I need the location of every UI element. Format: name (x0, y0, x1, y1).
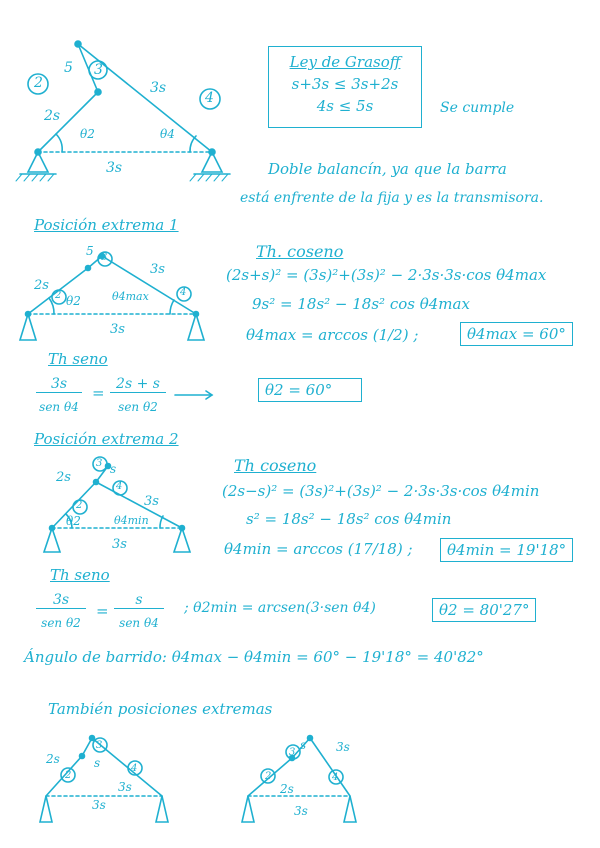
pos1-label-3s: 3s (150, 262, 165, 277)
top-label-2s: 2s (44, 108, 61, 124)
pos1-eq1: (2s+s)² = (3s)²+(3s)² − 2·3s·3s·cos θ4max (226, 266, 547, 284)
br-label-3s: 3s (336, 740, 350, 754)
bl-label-2s: 2s (46, 752, 60, 766)
pos1-result-theta4max: θ4max = 60° (460, 322, 573, 346)
grashof-line2: 4s ≤ 5s (316, 97, 374, 115)
pos1-label-theta2: θ2 (66, 294, 81, 308)
pos2-sin-equals: = (96, 602, 109, 620)
pos2-label-link2: 2 (76, 500, 83, 511)
pos1-sin-num-left: 3s (36, 376, 82, 393)
bl-label-link4: 4 (131, 763, 138, 774)
pos1-result-theta2: θ2 = 60° (258, 378, 362, 402)
br-label-link2: 2 (265, 771, 272, 782)
pos2-label-theta4min: θ4min (114, 514, 149, 527)
br-label-link3: 3 (289, 747, 296, 758)
top-label-theta2: θ2 (80, 127, 95, 141)
conclusion-line1: Doble balancín, ya que la barra (268, 160, 507, 178)
pos2-sin-den-right: sen θ4 (119, 616, 159, 630)
pos1-eq2: 9s² = 18s² − 18s² cos θ4max (252, 295, 470, 313)
pos1-sin-den-right: sen θ2 (118, 400, 158, 414)
pos2-sin-num-right: s (114, 592, 164, 609)
pos2-eq-sin: ; θ2min = arcsen(3·sen θ4) (184, 600, 376, 616)
sweep-angle: Ángulo de barrido: θ4max − θ4min = 60° − 19'18° = 40'82° (24, 648, 484, 666)
pos2-label-3s: 3s (144, 494, 159, 509)
grashof-title: Ley de Grasoff (289, 53, 401, 71)
pos1-cos-title: Th. coseno (256, 242, 344, 261)
top-label-link4: 4 (205, 90, 214, 106)
pos1-sin-den-left: sen θ4 (39, 400, 79, 414)
pos1-label-5: 5 (86, 244, 94, 258)
grashof-line1: s+3s ≤ 3s+2s (291, 75, 399, 93)
grashof-box (268, 46, 422, 128)
pos2-eq3: θ4min = arccos (17/18) ; (224, 540, 413, 558)
bl-label-link3: 3 (96, 740, 103, 751)
pos1-title: Posición extrema 1 (34, 216, 179, 234)
bl-label-3s: 3s (118, 780, 132, 794)
pos1-sin-equals: = (92, 384, 105, 402)
grashof-result: Se cumple (440, 100, 515, 116)
pos2-label-ground-3s: 3s (112, 537, 127, 552)
bl-label-ground-3s: 3s (92, 798, 106, 812)
pos2-cos-title: Th coseno (234, 456, 317, 475)
also-extreme-positions: También posiciones extremas (48, 700, 273, 718)
top-label-theta4: θ4 (160, 127, 175, 141)
pos2-label-link4: 4 (116, 481, 123, 492)
pos2-eq2: s² = 18s² − 18s² cos θ4min (246, 510, 452, 528)
pos1-sin-num-right: 2s + s (110, 376, 166, 393)
pos2-label-theta2: θ2 (66, 514, 81, 528)
top-label-ground-3s: 3s (106, 160, 123, 176)
pos2-sin-den-left: sen θ2 (41, 616, 81, 630)
pos2-sin-num-left: 3s (36, 592, 86, 609)
br-label-link4: 4 (332, 772, 339, 783)
pos2-label-2s: 2s (56, 470, 71, 485)
br-label-s: s (300, 738, 307, 752)
pos1-label-link2: 2 (55, 290, 62, 301)
top-label-link3: 3 (94, 62, 103, 78)
pos2-label-link3: 3 (96, 458, 103, 469)
pos1-eq3: θ4max = arccos (1/2) ; (246, 326, 419, 344)
br-label-ground-3s: 3s (294, 804, 308, 818)
pos1-label-link3: 3 (101, 252, 108, 263)
pos2-sin-title: Th seno (50, 566, 110, 584)
pos2-title: Posición extrema 2 (34, 430, 179, 448)
bl-label-link2: 2 (65, 770, 72, 781)
pos2-label-s: s (110, 462, 117, 476)
top-label-link2: 2 (34, 75, 43, 91)
top-label-3s: 3s (150, 80, 167, 96)
pos2-eq1: (2s−s)² = (3s)²+(3s)² − 2·3s·3s·cos θ4min (222, 482, 540, 500)
pos1-label-2s: 2s (34, 278, 49, 293)
pos1-label-link4: 4 (180, 287, 187, 298)
bl-label-s: s (94, 756, 101, 770)
pos2-result-theta2: θ2 = 80'27° (432, 598, 536, 622)
pos2-result-theta4min: θ4min = 19'18° (440, 538, 573, 562)
top-label-5: 5 (64, 60, 73, 76)
pos1-sin-title: Th seno (48, 350, 108, 368)
pos1-label-theta4max: θ4max (112, 290, 149, 303)
pos1-label-ground-3s: 3s (110, 322, 125, 337)
conclusion-line2: está enfrente de la fija y es la transmisora. (240, 190, 544, 206)
br-label-2s: 2s (280, 782, 294, 796)
